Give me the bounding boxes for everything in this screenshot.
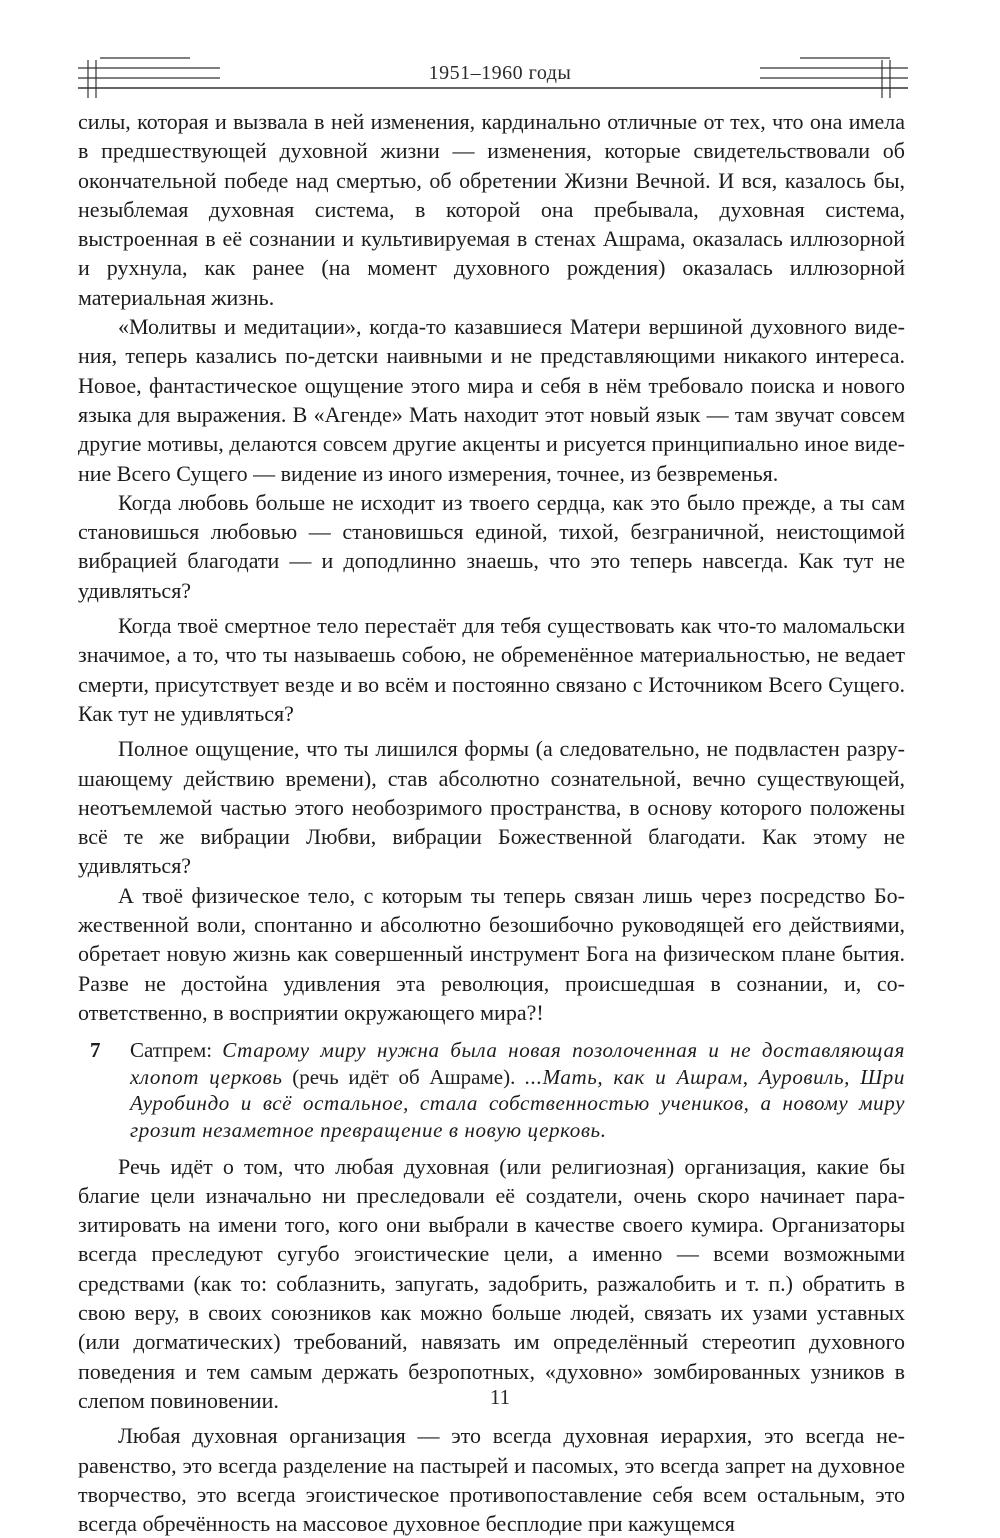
- quote-italic-1: Старому миру нужна была новая позолоченная и не доставляющая хлопот церковь: [130, 1038, 905, 1089]
- quote-normal: (речь идёт об Ашраме).: [282, 1064, 526, 1089]
- quote-author: Сатпрем:: [130, 1038, 223, 1063]
- paragraph: Речь идёт о том, что любая духовная (или религиозная) организация, какие бы благие цели изначально ни преследовали её создатели, очень скоро начинает паразитировать на имени того, кого они выбрали в качестве своего кумира. Организаторы всегда преследуют сугубо эгоистические цели, а именно — всеми возможными средствами (как то: соблазнить, запугать, задобрить, разжалобить и т. п.) обратить в свою веру, в своих союзников как можно больше людей, связать их узами уставных (или догматических) требований, навязать им определённый стереотип духовного поведения и тем самым держать безропотных, «духовно» зомбированных узников в слепом повиновении.: [78, 1153, 905, 1413]
- paragraph: Когда любовь больше не исходит из твоего сердца, как это было прежде, а ты сам становишься любовью — становишься единой, тихой, безграничной, неистощимой вибрацией благодати — и доподлинно знаешь, что это теперь навсегда. Как тут не удивляться?: [78, 489, 905, 603]
- paragraph: силы, которая и вызвала в ней изменения, кардинально отличные от тех, что она имела в предшествующей духовной жизни — изменения, которые свидетельствовали об окончательной победе над смертью, об обретении Жизни Вечной. И вся, казалось бы, незыблемая духовная система, в которой она пребывала, духовная система, выстроенная в её сознании и культивируемая в стенах Ашрама, оказалась иллюзорной и рухнула, как ранее (на момент духовного рождения) оказалась иллюзорной материальная жизнь.: [78, 109, 905, 310]
- paragraph: «Молитвы и медитации», когда-то казавшиеся Матери вершиной духовного видения, теперь казались по-детски наивными и не представляющими никакого интереса. Новое, фантастическое ощущение этого мира и себя в нём требовало поиска и нового языка для выражения. В «Агенде» Мать находит этот новый язык — там звучат совсем другие мотивы, делаются совсем другие акценты и рисуется принципиально иное видение Всего Сущего — видение из иного измерения, точнее, из безвременья.: [78, 314, 905, 486]
- quote-text: [130, 1037, 905, 1143]
- running-head: 1951–1960 годы: [428, 62, 572, 84]
- paragraph: Любая духовная организация — это всегда духовная иерархия, это всегда неравенство, это всегда разделение на пастырей и пасомых, это всегда запрет на духовное творчество, это всегда эгоистическое противопоставление себя всем остальным, это всегда обречённость на массовое духовное бесплодие при кажущемся: [78, 1423, 905, 1537]
- page-number: 11: [489, 1385, 511, 1409]
- quote-number: 7: [90, 1038, 101, 1063]
- paragraph: Когда твоё смертное тело перестаёт для тебя существовать как что-то маломальски значимое, а то, что ты называешь собою, не обременённое материальностью, не ведает смерти, присутствует везде и во всём и постоянно связано с Источником Всего Сущего. Как тут не удивляться?: [78, 613, 905, 726]
- footnote-quote: [78, 1037, 905, 1143]
- paragraph: А твоё физическое тело, с которым ты теперь связан лишь через посредство Божественной воли, спонтанно и абсолютно безошибочно руководящей его действиями, обретает новую жизнь как совершенный инструмент Бога на физическом плане бытия. Разве не достойна удивления эта революция, происшедшая в сознании, и, соответственно, в восприятии окружающего мира?!: [78, 882, 905, 1025]
- paragraph: Полное ощущение, что ты лишился формы (а следовательно, не подвластен разрушающему действию времени), став абсолютно сознательной, вечно существующей, неотъемлемой частью этого необозримого пространства, в основу которого положены всё те же вибрации Любви, вибрации Божественной благодати. Как этому не удивляться?: [78, 736, 905, 879]
- quote-italic-2: ...Мать, как и Ашрам, Ауровиль, Шри Ауробиндо и всё остальное, стала собственностью учеников, а новому миру грозит незаметное превращение в новую церковь.: [130, 1064, 906, 1142]
- main-text: [78, 107, 905, 1538]
- page-header: [0, 0, 1000, 100]
- header-rule-ornament: [0, 0, 1000, 100]
